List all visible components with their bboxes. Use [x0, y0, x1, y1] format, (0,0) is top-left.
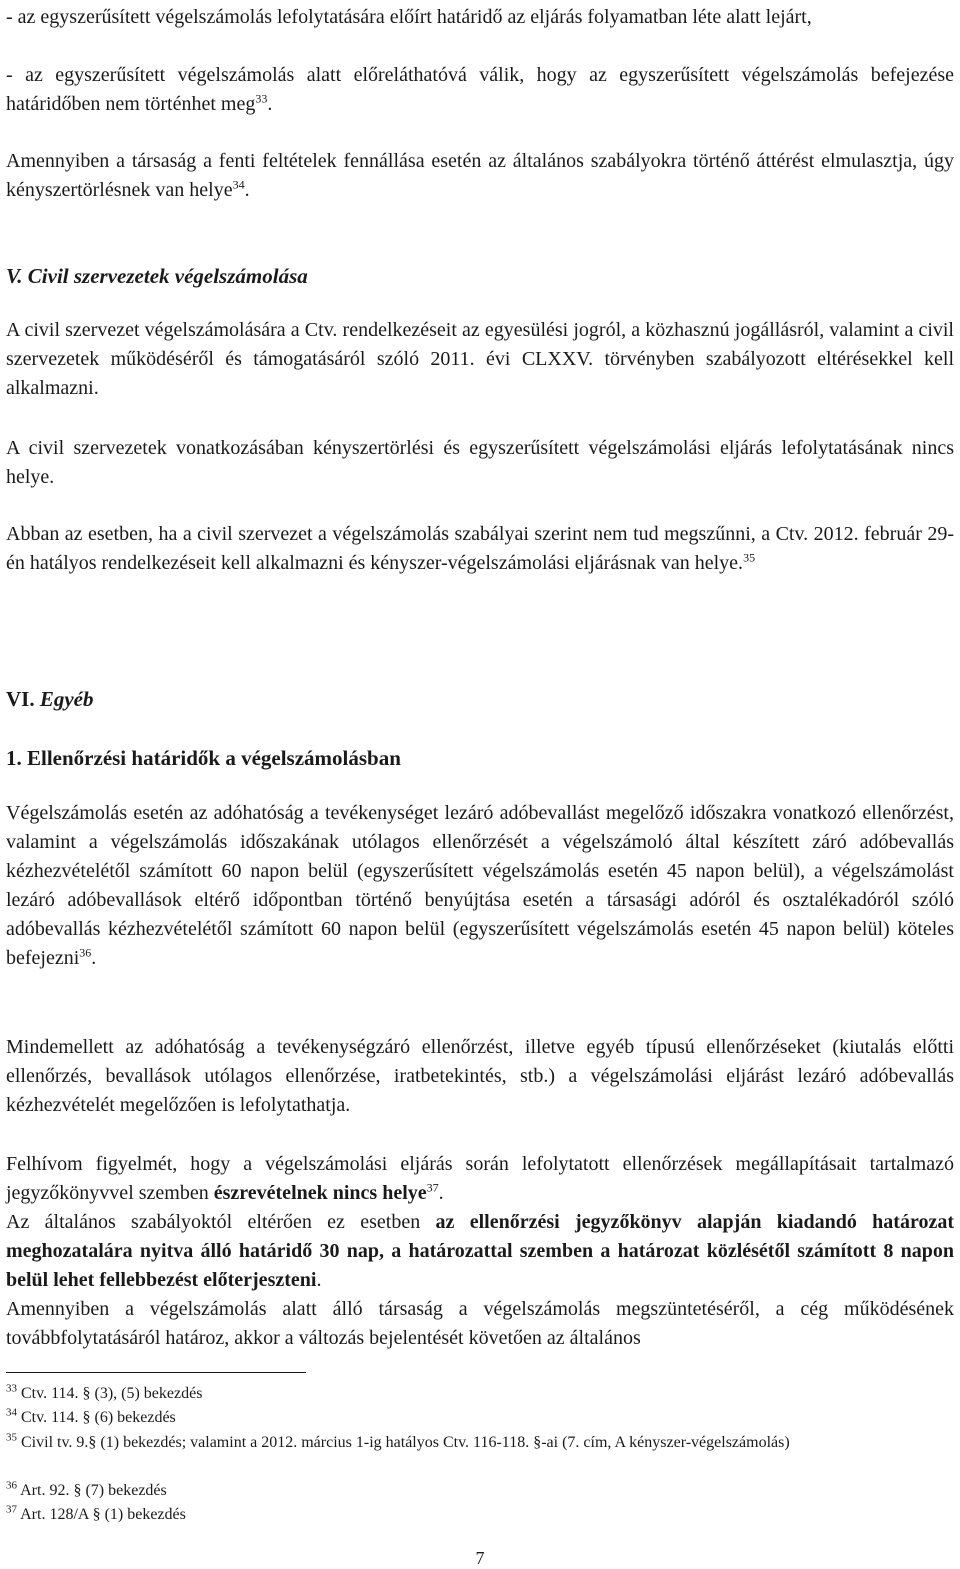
- paragraph-appeal-deadline: [6, 1208, 954, 1295]
- bold-text: az ellenőrzési jegyzőkönyv alapján kiadandó határozat meghozatalára nyitva álló határidő 30 nap, a határozattal szemben a határozat közlésétől számított 8 napon belül lehet fellebbezést előterjeszteni: [6, 1211, 954, 1291]
- punctuation: .: [267, 93, 273, 115]
- list-item-deadline-impossible: [6, 61, 954, 119]
- footnote-number: 34: [6, 1406, 17, 1419]
- footnote-text: Art. 128/A § (1) bekezdés: [20, 1506, 186, 1523]
- section-heading-v: V. Civil szervezetek végelszámolása: [6, 264, 308, 288]
- paragraph-continuation: Amennyiben a végelszámolás alatt álló társaság a végelszámolás megszüntetéséről, a cég működésének továbbfolytatásáról határoz, akkor a változás bejelentését követően az általános: [6, 1298, 954, 1349]
- footnote-33: [6, 1382, 954, 1405]
- footnote-text: Ctv. 114. § (6) bekezdés: [21, 1409, 176, 1426]
- footnote-separator: [6, 1372, 306, 1373]
- bold-text: észrevételnek nincs helye: [213, 1182, 427, 1204]
- punctuation: .: [91, 947, 97, 969]
- footnote-35: [6, 1431, 954, 1454]
- list-item-text: - az egyszerűsített végelszámolás alatt előreláthatóvá válik, hogy az egyszerűsített végelszámolás befejezése határidőben nem történhet meg: [6, 64, 954, 115]
- footnote-ref[interactable]: 34: [232, 177, 245, 192]
- footnote-number: 37: [6, 1503, 17, 1516]
- footnote-37: [6, 1503, 954, 1526]
- punctuation: .: [438, 1182, 444, 1204]
- paragraph-text: Az általános szabályoktól eltérően ez esetben: [6, 1211, 421, 1233]
- footnote-ref[interactable]: 36: [79, 945, 92, 960]
- paragraph-no-remarks: [6, 1150, 954, 1208]
- page-number: 7: [475, 1548, 485, 1568]
- punctuation: .: [316, 1269, 322, 1291]
- paragraph-civil-no-procedure: A civil szervezetek vonatkozásában kényszertörlési és egyszerűsített végelszámolási eljárás lefolytatásának nincs helye.: [6, 437, 954, 488]
- footnote-ref[interactable]: 35: [743, 550, 756, 565]
- paragraph-transition: [6, 147, 954, 205]
- paragraph-other-audits: Mindemellett az adóhatóság a tevékenységzáró ellenőrzést, illetve egyéb típusú ellenőrzéseket (kiutalás előtti ellenőrzés, bevallások utólagos ellenőrzése, iratbetekintés, stb.) a végelszámolási eljárást lezáró adóbevallás kézhezvételét megelőzően is lefolytathatja.: [6, 1036, 954, 1116]
- footnote-number: 36: [6, 1479, 17, 1492]
- section-number: VI.: [6, 687, 35, 711]
- footnote-number: 35: [6, 1431, 17, 1444]
- paragraph-civil-forced: [6, 520, 954, 578]
- paragraph-text: Amennyiben a társaság a fenti feltételek fennállása esetén az általános szabályokra történő áttérést elmulasztja, úgy kényszertörlésnek van helye: [6, 150, 954, 201]
- paragraph-audit-deadlines: [6, 799, 954, 973]
- footnote-number: 33: [6, 1382, 17, 1395]
- footnote-text: Art. 92. § (7) bekezdés: [20, 1482, 167, 1499]
- footnote-34: [6, 1406, 954, 1429]
- paragraph-text: Abban az esetben, ha a civil szervezet a végelszámolás szabályai szerint nem tud megszűnni, a Ctv. 2012. február 29-én hatályos rendelkezéseit kell alkalmazni és kényszer-végelszámolási eljárásnak van helye.: [6, 523, 954, 574]
- footnote-ref[interactable]: 37: [426, 1180, 439, 1195]
- punctuation: .: [244, 179, 250, 201]
- section-title: Egyéb: [39, 687, 94, 711]
- list-item-text: - az egyszerűsített végelszámolás lefolytatására előírt határidő az eljárás folyamatban léte alatt lejárt,: [6, 6, 812, 28]
- footnote-ref[interactable]: 33: [255, 91, 268, 106]
- footnote-text: Civil tv. 9.§ (1) bekezdés; valamint a 2012. március 1-ig hatályos Ctv. 116-118. §-ai (7. cím, A kényszer-végelszámolás): [21, 1434, 790, 1451]
- footnote-36: [6, 1479, 954, 1502]
- paragraph-civil-rules: A civil szervezet végelszámolására a Ctv. rendelkezéseit az egyesülési jogról, a közhasznú jogállásról, valamint a civil szervezetek működéséről és támogatásáról szóló 2011. évi CLXXV. törvényben szabályozott eltérésekkel kell alkalmazni.: [6, 319, 954, 399]
- paragraph-text: Végelszámolás esetén az adóhatóság a tevékenységet lezáró adóbevallást megelőző időszakra vonatkozó ellenőrzést, valamint a végelszámolás időszakának utólagos ellenőrzését a végelszámoló által készített záró adóbevallás kézhezvételétől számított 60 napon belül (egyszerűsített végelszámolás esetén 45 napon belül), a végelszámolást lezáró adóbevallások eltérő időpontban történő benyújtása esetén a társasági adóról és osztalékadóról szóló adóbevallás kézhezvételétől számított 60 napon belül (egyszerűsített végelszámolás esetén 45 napon belül) köteles befejezni: [6, 802, 954, 969]
- footnote-text: Ctv. 114. § (3), (5) bekezdés: [21, 1385, 203, 1402]
- subsection-heading-1: 1. Ellenőrzési határidők a végelszámolásban: [6, 746, 401, 770]
- section-heading-vi: [6, 685, 94, 713]
- list-item-deadline-expired: [6, 3, 954, 32]
- paragraph-text: Felhívom figyelmét, hogy a végelszámolási eljárás során lefolytatott ellenőrzések megállapításait tartalmazó jegyzőkönyvvel szemben: [6, 1153, 954, 1204]
